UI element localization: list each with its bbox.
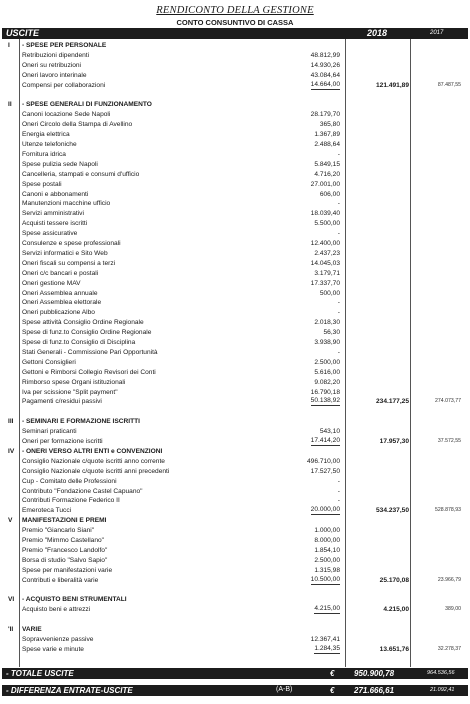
row-amount: 1.000,00 (314, 527, 340, 535)
row-label: Spese per manifestazioni varie (22, 566, 113, 574)
row-label: Spese varie e minute (22, 645, 84, 653)
row-amount: - (337, 309, 340, 317)
section-title: - ONERI VERSO ALTRI ENTI e CONVENZIONI (22, 447, 163, 455)
row-amount: 8.000,00 (314, 537, 340, 544)
section-header-row (0, 595, 470, 604)
table-row (0, 635, 470, 644)
row-subtotal: 25.170,08 (379, 576, 409, 584)
row-label: Rimborso spese Organi istituzionali (22, 378, 126, 386)
uscite-header (2, 28, 468, 39)
row-subtotal: 13.651,76 (379, 645, 409, 653)
table-row (0, 298, 470, 307)
row-label: Acquisto beni e attrezzi (22, 606, 91, 614)
row-label: Emeroteca Tucci (22, 507, 72, 515)
row-label: Gettoni e Rimborsi Collegio Revisori dei Conti (22, 368, 156, 376)
table-row (0, 110, 470, 119)
table-row (0, 269, 470, 278)
row-amount: 2.500,00 (314, 556, 340, 564)
section-title: - SEMINARI E FORMAZIONE ISCRITTI (22, 418, 140, 426)
section-number: IV (8, 447, 15, 455)
table-row (0, 328, 470, 337)
row-prev-year: 32.278,37 (437, 645, 461, 652)
table-row (0, 397, 470, 406)
row-prev-year: 37.572,55 (437, 438, 461, 444)
row-label: Servizi amministrativi (22, 210, 84, 218)
table-row (0, 308, 470, 317)
row-amount: 1.284,35 (314, 645, 340, 654)
row-label: Oneri su retribuzioni (22, 61, 82, 69)
column-divider (345, 39, 346, 667)
table-row (0, 467, 470, 476)
section-header-row (0, 41, 470, 50)
row-label: Compensi per collaborazioni (22, 81, 106, 89)
row-label: Acquisti tessere iscritti (22, 220, 88, 228)
table-row (0, 130, 470, 139)
row-label: Cancelleria, stampati e consumi d'ufficio (22, 170, 140, 178)
table-row (0, 348, 470, 357)
table-row (0, 229, 470, 238)
table-row (0, 407, 470, 416)
row-amount: 14.045,03 (310, 259, 340, 267)
table-row (0, 120, 470, 129)
table-row (0, 457, 470, 466)
row-amount: 500,00 (319, 289, 340, 297)
row-label: Pagamenti c/residui passivi (22, 398, 102, 406)
row-label: Oneri fiscali su compensi a terzi (22, 259, 116, 267)
table-row (0, 388, 470, 397)
row-prev-year: 87.487,55 (437, 81, 461, 88)
section-number: VI (8, 596, 15, 604)
column-divider (19, 39, 20, 667)
row-subtotal: 17.957,30 (379, 438, 409, 445)
table-row (0, 576, 470, 585)
row-amount: 48.812,99 (310, 51, 340, 59)
row-amount: 9.082,20 (314, 378, 340, 386)
row-label: Contributo "Fondazione Castel Capuano" (22, 487, 143, 495)
table-row (0, 249, 470, 258)
table-row (0, 477, 470, 486)
table-row (0, 61, 470, 70)
row-label: Spese pulizia sede Napoli (22, 160, 98, 168)
row-label: Oneri per formazione iscritti (22, 438, 103, 445)
row-amount: - (337, 230, 340, 238)
table-row (0, 91, 470, 100)
table-row (0, 645, 470, 654)
column-divider (410, 39, 411, 667)
row-amount: 16.790,18 (310, 388, 340, 396)
row-label: Spese assicurative (22, 230, 78, 238)
section-title: - SPESE GENERALI DI FUNZIONAMENTO (22, 101, 152, 109)
row-prev-year: 23.966,79 (437, 576, 461, 583)
row-amount: - (337, 497, 340, 505)
table-row (0, 546, 470, 555)
row-amount: 17.414,20 (311, 437, 340, 446)
row-label: Oneri Assemblea elettorale (22, 299, 102, 307)
row-label: Energia elettrica (22, 131, 70, 139)
difference-currency: € (330, 686, 335, 695)
section-title: VARIE (22, 626, 42, 634)
row-label: Contributi Formazione Federico II (22, 497, 120, 505)
table-row (0, 180, 470, 189)
row-subtotal: 534.237,50 (375, 507, 409, 515)
row-amount: 2.488,64 (314, 141, 340, 148)
row-amount: 12.367,41 (310, 636, 340, 643)
row-amount: 14.930,26 (310, 61, 340, 69)
table-row (0, 209, 470, 218)
table-row (0, 279, 470, 288)
row-label: Spese di funz.to Consiglio di Disciplina (22, 339, 136, 346)
row-amount: 18.039,40 (310, 210, 340, 218)
row-label: Stati Generali - Commissione Pari Opportunità (22, 348, 158, 356)
row-amount: 17.527,50 (310, 467, 340, 475)
row-label: Manutenzioni macchine ufficio (22, 200, 111, 208)
header-year-prev: 2017 (430, 30, 444, 36)
row-amount: 543,10 (319, 428, 340, 436)
table-row (0, 71, 470, 80)
row-label: Utenze telefoniche (22, 141, 77, 148)
row-amount: 14.664,00 (311, 81, 340, 90)
row-amount: 1.315,98 (314, 566, 340, 574)
table-row (0, 259, 470, 268)
table-row (0, 378, 470, 387)
row-amount: 496.710,00 (306, 457, 340, 465)
row-label: Borsa di studio "Salvo Sapio" (22, 556, 108, 564)
difference-value: 271.666,61 (354, 686, 395, 695)
table-row (0, 358, 470, 367)
row-amount: 2.437,23 (314, 249, 340, 257)
section-number: I (8, 42, 10, 49)
section-title: - ACQUISTO BENI STRUMENTALI (22, 596, 127, 604)
row-label: Consiglio Nazionale c/quote iscritti anni precedenti (22, 467, 170, 475)
table-row (0, 566, 470, 575)
row-amount: 4.215,00 (314, 605, 340, 614)
row-amount: 56,30 (323, 329, 340, 337)
table-row (0, 368, 470, 377)
row-subtotal: 4.215,00 (383, 606, 409, 614)
row-amount: 50.138,92 (311, 397, 340, 406)
row-amount: - (337, 487, 340, 495)
table-row (0, 536, 470, 545)
row-amount: 1.367,89 (314, 131, 340, 139)
row-subtotal: 234.177,25 (375, 398, 409, 406)
table-row (0, 81, 470, 90)
table-row (0, 289, 470, 298)
table-row (0, 487, 470, 496)
row-label: Canoni e abbonamenti (22, 190, 89, 198)
total-value: 950.900,78 (354, 669, 395, 678)
row-amount: 28.179,70 (310, 111, 340, 119)
row-amount: - (337, 348, 340, 356)
row-amount: - (337, 299, 340, 307)
row-label: Gettoni Consiglieri (22, 358, 76, 366)
row-amount: 2.500,00 (314, 358, 340, 366)
row-label: Seminari praticanti (22, 428, 77, 436)
difference-formula: (A-B) (276, 686, 293, 693)
row-amount: 27.001,00 (310, 180, 340, 188)
row-prev-year: 528.878,93 (435, 507, 461, 514)
difference-prev-value: 21.092,41 (430, 687, 455, 693)
row-label: Canoni locazione Sede Napoli (22, 111, 111, 119)
row-label: Premio "Mimmo Castellano" (22, 537, 104, 544)
row-label: Consulenze e spese professionali (22, 240, 121, 247)
section-number: V (8, 517, 13, 525)
row-label: Retribuzioni dipendenti (22, 51, 90, 59)
row-label: Consiglio Nazionale c/quote iscritti anno corrente (22, 457, 165, 465)
row-label: Oneri gestione MAV (22, 279, 81, 287)
table-row (0, 219, 470, 228)
section-number: 'II (8, 626, 14, 634)
table-row (0, 506, 470, 515)
row-label: Spese postali (22, 180, 62, 188)
row-amount: 5.616,00 (314, 368, 340, 376)
row-label: Iva per scissione "Split payment" (22, 388, 118, 396)
row-label: Oneri Circolo della Stampa di Avellino (22, 121, 133, 129)
row-label: Oneri pubblicazione Albo (22, 309, 95, 317)
row-amount: 606,00 (319, 190, 340, 198)
section-header-row (0, 625, 470, 634)
row-label: Premio "Giancarlo Siani" (22, 527, 95, 535)
section-header-row (0, 417, 470, 426)
row-amount: 3.179,71 (314, 269, 340, 277)
table-row (0, 51, 470, 60)
row-label: Spese attività Consiglio Ordine Regionale (22, 319, 144, 327)
total-currency: € (330, 669, 335, 678)
row-amount: 1.854,10 (314, 546, 340, 554)
row-label: Sopravvenienze passive (22, 636, 94, 643)
row-label: Oneri lavoro interinale (22, 71, 87, 79)
row-amount: 5.500,00 (314, 220, 340, 228)
table-row (0, 199, 470, 208)
section-title: MANIFESTAZIONI E PREMI (22, 517, 107, 525)
section-number: III (8, 418, 14, 426)
row-label: Servizi informatici e Sito Web (22, 249, 108, 257)
difference-label: - DIFFERENZA ENTRATE-USCITE (6, 686, 133, 695)
row-label: Spese di funz.to Consiglio Ordine Regionale (22, 329, 152, 337)
row-amount: 10.500,00 (311, 576, 340, 585)
row-amount: 4.716,20 (314, 170, 340, 178)
difference-band (2, 685, 468, 696)
row-amount: - (337, 477, 340, 485)
total-prev-value: 964.536,56 (427, 670, 455, 676)
header-year-current: 2018 (367, 28, 388, 38)
row-amount: 2.018,30 (314, 319, 340, 327)
row-amount: 365,80 (319, 121, 340, 129)
row-label: Oneri Assemblea annuale (22, 289, 98, 297)
section-header-row (0, 100, 470, 109)
table-row (0, 338, 470, 347)
row-amount: 20.000,00 (311, 506, 340, 515)
row-amount: - (337, 200, 340, 208)
row-subtotal: 121.491,89 (375, 81, 409, 89)
row-amount: 5.849,15 (314, 160, 340, 168)
report-subtitle: CONTO CONSUNTIVO DI CASSA (176, 18, 294, 27)
row-label: Fornitura idrica (22, 150, 66, 158)
table-row (0, 427, 470, 436)
row-amount: 3.938,90 (314, 339, 340, 346)
row-label: Contributi e liberalità varie (22, 576, 99, 584)
row-label: Oneri c/c bancari e postali (22, 269, 99, 277)
section-title: - SPESE PER PERSONALE (22, 42, 107, 49)
table-row (0, 586, 470, 595)
report-title: RENDICONTO DELLA GESTIONE (156, 5, 314, 16)
row-prev-year: 389,00 (445, 606, 461, 613)
row-amount: 12.400,00 (310, 240, 340, 247)
section-number: II (8, 101, 12, 109)
table-row (0, 140, 470, 149)
table-row (0, 170, 470, 179)
row-amount: 43.084,64 (310, 71, 340, 79)
header-label: USCITE (6, 28, 40, 38)
table-row (0, 526, 470, 535)
total-label: - TOTALE USCITE (6, 669, 74, 678)
row-prev-year: 274.073,77 (435, 398, 461, 405)
row-label: Cup - Comitato delle Professioni (22, 477, 117, 485)
table-row (0, 496, 470, 505)
table-row (0, 556, 470, 565)
table-row (0, 150, 470, 159)
table-row (0, 160, 470, 169)
row-amount: - (337, 150, 340, 158)
row-label: Premio "Francesco Landolfo" (22, 546, 108, 554)
section-header-row (0, 447, 470, 456)
total-uscite-band (2, 668, 468, 679)
table-row (0, 190, 470, 199)
section-header-row (0, 516, 470, 525)
table-row (0, 437, 470, 446)
table-row (0, 239, 470, 248)
table-row (0, 605, 470, 614)
table-row (0, 318, 470, 327)
table-row (0, 615, 470, 624)
row-amount: 17.337,70 (310, 279, 340, 287)
